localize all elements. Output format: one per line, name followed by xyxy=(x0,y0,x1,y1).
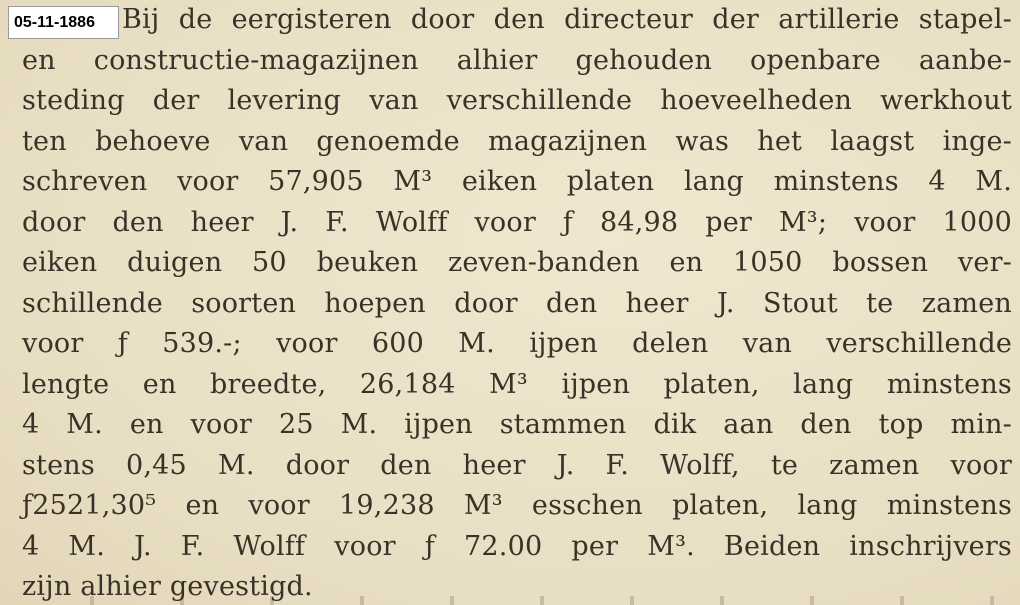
date-label: 05-11-1886 xyxy=(8,6,119,39)
article-line: stens 0,45 M. door den heer J. F. Wolff, te zamen voor xyxy=(22,449,1012,481)
article-line: schillende soorten hoepen door den heer J. Stout te zamen xyxy=(22,287,1012,319)
article-line: ten behoeve van genoemde magazijnen was het laagst inge- xyxy=(22,125,1012,157)
article-line: schreven voor 57,905 M³ eiken platen lang minstens 4 M. xyxy=(22,166,1012,197)
article-text xyxy=(22,0,1012,605)
article-line: steding der levering van verschillende hoeveelheden werkhout xyxy=(22,85,1012,116)
article-line: door den heer J. F. Wolff voor ƒ 84,98 per M³; voor 1000 xyxy=(22,206,1012,238)
article-line: en constructie-magazijnen alhier gehouden openbare aanbe- xyxy=(22,44,1012,76)
article-line: ƒ2521,30⁵ en voor 19,238 M³ esschen platen, lang minstens xyxy=(22,490,1012,521)
article-line: voor ƒ 539.-; voor 600 M. ijpen delen van verschillende xyxy=(22,328,1012,359)
article-line: Bij de eergisteren door den directeur der artillerie stapel- xyxy=(122,4,1012,35)
article-line: eiken duigen 50 beuken zeven-banden en 1050 bossen ver- xyxy=(22,247,1012,278)
article-line: 4 M. en voor 25 M. ijpen stammen dik aan den top min- xyxy=(22,409,1012,440)
article-line: lengte en breedte, 26,184 M³ ijpen platen, lang minstens xyxy=(22,368,1012,400)
article-line: zijn alhier gevestigd. xyxy=(22,571,313,602)
article-line: 4 M. J. F. Wolff voor ƒ 72.00 per M³. Beiden inschrijvers xyxy=(22,530,1012,562)
